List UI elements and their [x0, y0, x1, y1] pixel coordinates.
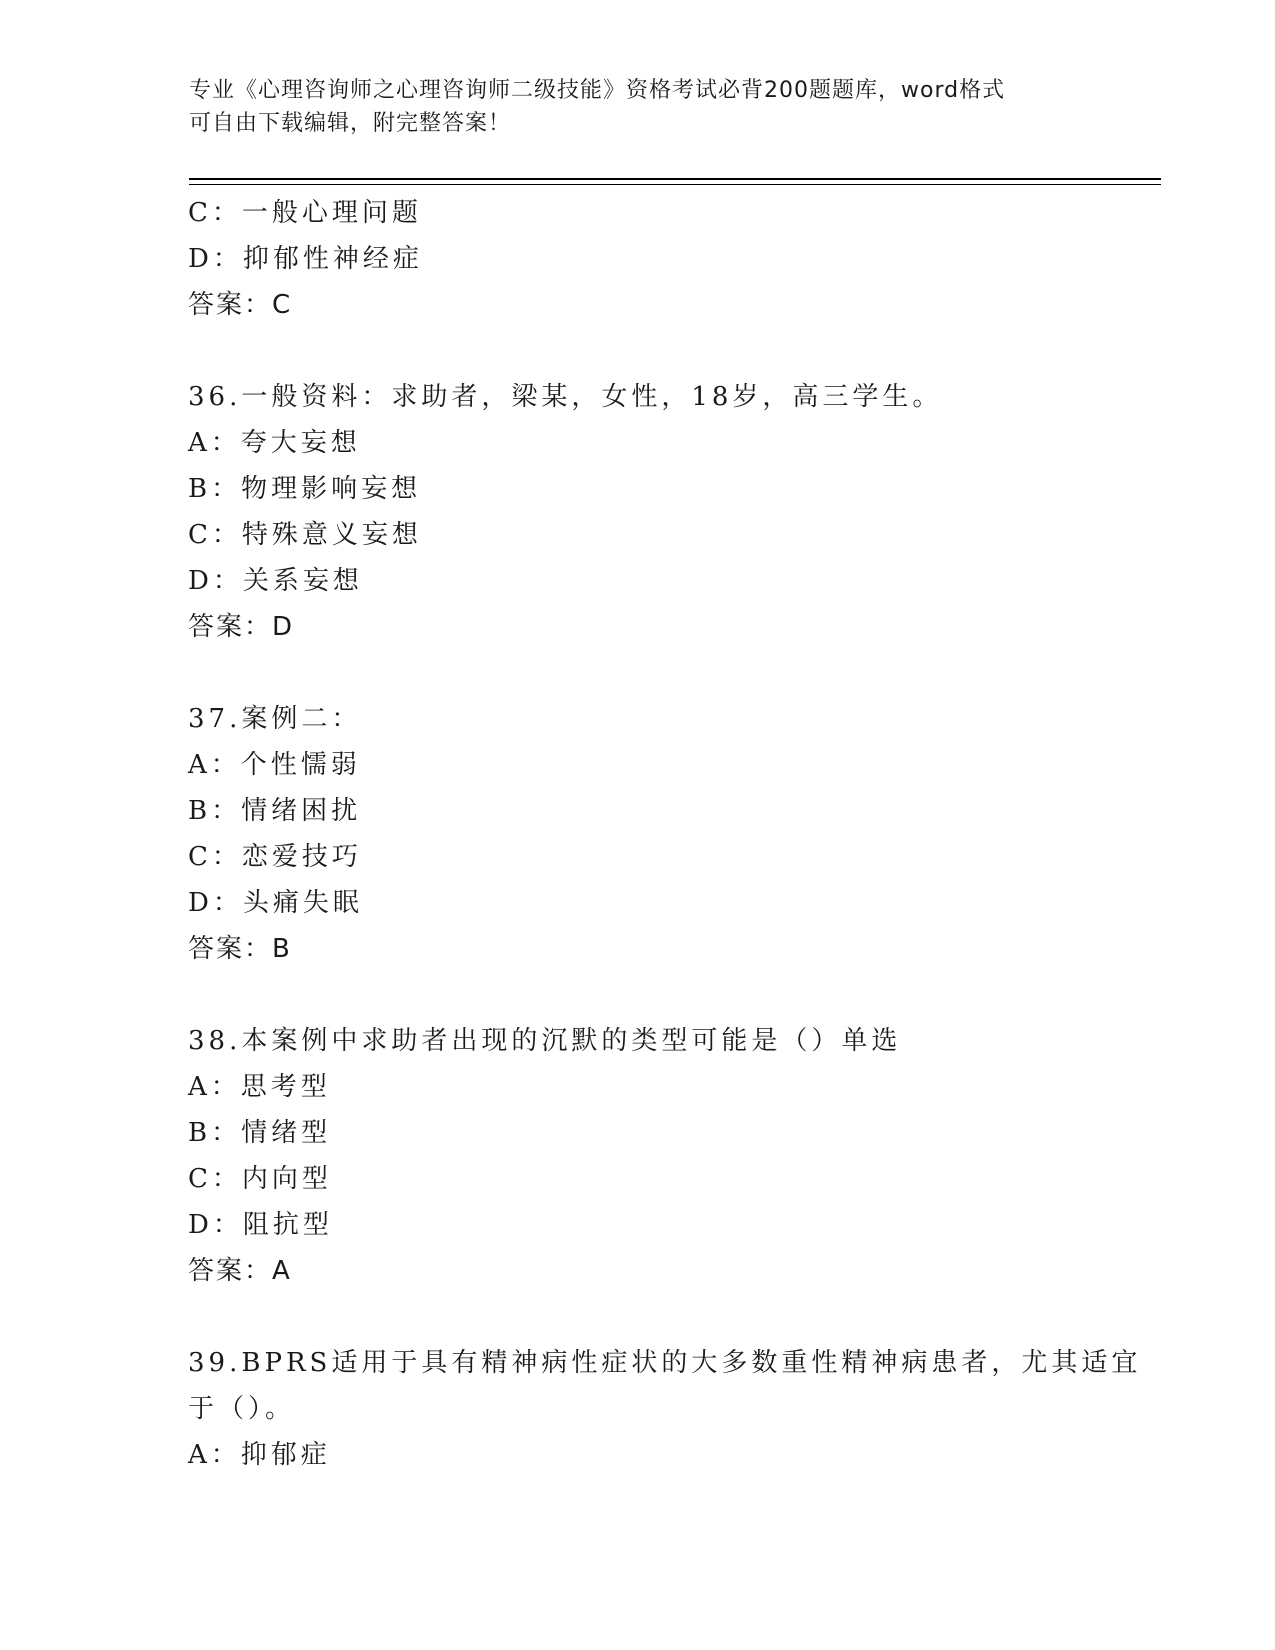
option-d: D：阻抗型	[188, 1210, 333, 1240]
question-35-tail	[188, 190, 1148, 328]
document-header	[189, 74, 1089, 140]
option-c: C：恋爱技巧	[188, 842, 362, 872]
option-d: D：头痛失眠	[188, 888, 363, 918]
question-list	[188, 190, 1148, 1478]
option-a: A：夸大妄想	[188, 428, 361, 458]
answer-line: 答案：D	[188, 612, 295, 642]
option-a: A：思考型	[188, 1072, 331, 1102]
option-d: D：关系妄想	[188, 566, 363, 596]
header-rule-thick	[189, 178, 1161, 180]
question-stem-line-2: 于（）。	[188, 1394, 296, 1424]
answer-line: 答案：B	[188, 934, 292, 964]
option-b: B：情绪型	[188, 1118, 332, 1148]
question-stem-line-1: 39.BPRS适用于具有精神病性症状的大多数重性精神病患者，尤其适宜	[188, 1348, 1142, 1378]
option-d: D：抑郁性神经症	[188, 244, 423, 274]
header-line-2: 可自由下载编辑，附完整答案！	[189, 111, 512, 136]
question-stem: 38.本案例中求助者出现的沉默的类型可能是（）单选	[188, 1026, 902, 1056]
option-c: C：内向型	[188, 1164, 332, 1194]
option-b: B：物理影响妄想	[188, 474, 422, 504]
answer-line: 答案：A	[188, 1256, 292, 1286]
option-b: B：情绪困扰	[188, 796, 362, 826]
option-a: A：个性懦弱	[188, 750, 361, 780]
answer-line: 答案：C	[188, 290, 293, 320]
question-39	[188, 1340, 1148, 1478]
question-stem: 37.案例二：	[188, 704, 362, 734]
option-a: A：抑郁症	[188, 1440, 331, 1470]
question-37	[188, 696, 1148, 972]
header-line-1: 专业《心理咨询师之心理咨询师二级技能》资格考试必背200题题库，word格式	[189, 78, 1006, 103]
question-38	[188, 1018, 1148, 1294]
header-rule-thin	[189, 184, 1161, 185]
option-c: C：一般心理问题	[188, 198, 422, 228]
question-36	[188, 374, 1148, 650]
option-c: C：特殊意义妄想	[188, 520, 422, 550]
question-stem: 36.一般资料：求助者，梁某，女性，18岁，高三学生。	[188, 382, 943, 412]
